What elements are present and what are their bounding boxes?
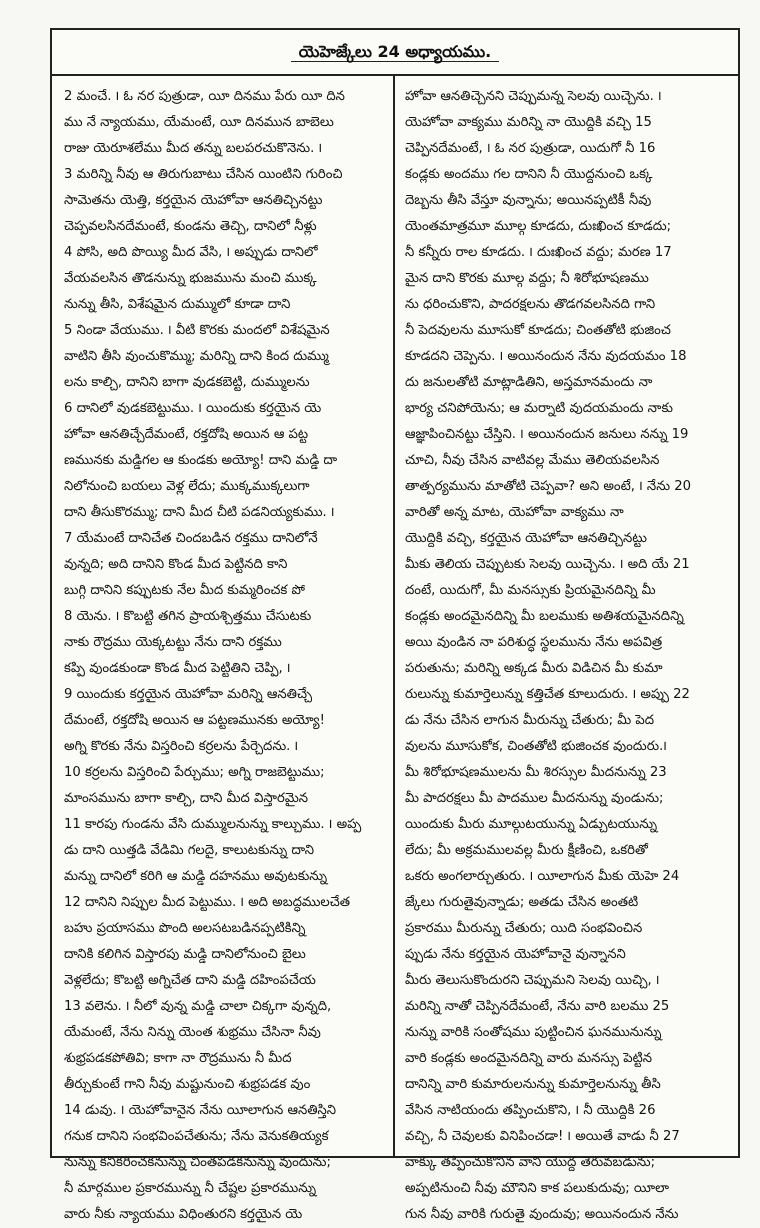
text-line: హోవా ఆనతిచ్చెనని చెప్పుమన్న సెలవు యిచ్చెను. ౹ (405, 89, 662, 104)
page-header (52, 30, 738, 76)
text-line: గనుక దానిని సంభవింపచేతును; నేను వెనుకతియ్యక (64, 1129, 329, 1144)
text-line: నీ పెదవులను మూసుకో కూడదు; చింతతోటి భుజించ (405, 323, 671, 338)
text-line: నీ కన్నీరు రాల కూడదు. ౹ దుఃఖించ వద్దు; మరణ 17 (405, 245, 672, 260)
text-line: యెంతమాత్రమూ మూల్గ కూడదు, దుఃఖించ కూడదు; (405, 219, 672, 234)
text-line: మీరు తెలుసుకొందురని చెప్పుమని సెలవు యిచ్చి, ౹ (405, 973, 660, 988)
text-line: యిందుకు మీరు మూల్గుటయున్ను ఏడ్చుటయున్ను (405, 817, 658, 832)
text-line: పరుతును; మరిన్ని అక్కడ మీరు విడిచిన మీ కుమా (405, 661, 663, 676)
text-line: వున్నది; అది దానిని కొండ మీద పెట్టినది కాని (64, 557, 288, 572)
text-line: ము నే న్యాయము, యేమంటే, యీ దినమున బాబెలు (64, 115, 334, 130)
text-line: ణమునకు మడ్డిగల ఆ కుండకు అయ్యో! దాని మడ్డి దా (64, 453, 338, 468)
text-line: నీ మార్గముల ప్రకారమున్ను నీ చేష్టల ప్రకారమున్ను (64, 1181, 317, 1196)
text-line: దానికి కలిగిన విస్తారపు మడ్డి దానిలోనుంచి బైలు (64, 947, 306, 962)
text-line: 11 కారపు గుండను వేసి దుమ్ములనున్ను కాల్చుము. ౹ అప్ప (64, 817, 362, 832)
text-line: యెహోవా వాక్యము మరిన్ని నా యొద్దికి వచ్చి 15 (405, 115, 652, 130)
text-line: ఆజ్ఞాపించినట్టు చేస్తిని. ౹ అయినందున జనులు నన్ను 19 (405, 427, 689, 442)
text-line: నున్ను తీసి, విశేషమైన దుమ్ములో కూడా దాని (64, 297, 291, 312)
text-line: మాంసమును బాగా కాల్చి, దాని మీద విస్తారమైన (64, 791, 309, 806)
text-line: 13 వలెను. ౹ నీలో వున్న మడ్డి చాలా చిక్కగా వున్నది, (64, 999, 332, 1014)
page (50, 28, 740, 1222)
text-line: చెప్పవలసినదేమంటే, కుండను తెచ్చి, దానిలో నీళ్లు (64, 219, 317, 234)
text-line: కండ్లకు అందమైనదిన్ని మీ బలముకు అతిశయమైనదిన్ని (405, 609, 684, 624)
text-line: ప్పుడు నేను కర్తయైన యెహోవానై వున్నానని (405, 947, 626, 962)
chapter-title: యెహెజ్కేలు 24 అధ్యాయము. (291, 42, 499, 62)
text-line: 8 యెను. ౹ కొబట్టి తగిన ప్రాయశ్చిత్తము చేసుటకు (64, 609, 312, 624)
text-line: 9 యిందుకు కర్తయైన యెహోవా మరిన్ని ఆనతిచ్చే (64, 687, 313, 702)
text-line: చెప్పినదేమంటే, ౹ ఓ నర పుత్రుడా, యిదుగో నీ 16 (405, 141, 656, 156)
text-line: బహు ప్రయాసము పొంది అలసటబడినప్పటికిన్ని (64, 921, 306, 936)
text-line: అప్పటినుంచి నీవు మౌనిని కాక పలుకుదువు; యీలా (405, 1181, 669, 1196)
right-column (395, 76, 738, 1222)
text-line: ప్రకారము మీరున్ను చేతురు; యిది సంభవించిన (405, 921, 643, 936)
text-line: 7 యేమంటే దానిచేత చిందబడిన రక్తము దానిలోనే (64, 531, 318, 546)
text-line: లను కాల్చి, దానిని బాగా వుడకబెట్టి, దుమ్ములను (64, 375, 310, 390)
text-line: అగ్ని కొరకు నేను విస్తరించి కర్రలను పేర్చెదను. ౹ (64, 739, 299, 754)
text-line: నిలోనుంచి బయలు వెళ్ల లేదు; ముక్కముక్కలుగా (64, 479, 310, 494)
text-line: కూడదని చెప్పెను. ౹ అయినందున నేను వుదయమం 18 (405, 349, 687, 364)
text-line: నాకు రౌద్రము యెక్కటట్టు నేను దాని రక్తము (64, 635, 282, 650)
text-line: వులను మూసుకోక, చింతతోటి భుజించక వుందురు.౹ (405, 739, 667, 754)
text-line: డు దాని యిత్తడి వేడిమి గలదై, కాలుటకున్ను దాని (64, 843, 314, 858)
text-line: 3 మరిన్ని నీవు ఆ తిరుగుబాటు చేసిన యింటిని గురించి (64, 167, 343, 182)
text-line: మైన దాని కొరకు మూల్గ వద్దు; నీ శిరోభూషణము (405, 271, 649, 286)
text-line: 2 మంచే. ౹ ఓ నర పుత్రుడా, యీ దినము పేరు యీ దిన (64, 89, 345, 104)
text-line: డు నేను చేసిన లాగున మీరున్ను చేతురు; మీ పెద (405, 713, 655, 728)
text-line: వచ్చి, నీ చెవులకు వినిపించడా! ౹ అయితే వాడు నీ 27 (405, 1129, 680, 1144)
text-line: దాని తీసుకొరమ్ము; దాని మీద చీటి పడనియ్యకుము. ౹ (64, 505, 335, 520)
text-line: వారు నీకు న్యాయము విధింతురని కర్తయైన యె (64, 1207, 303, 1222)
text-line: వాటిని తీసి వుంచుకొమ్ము; మరిన్ని దాని కింద దుమ్ము (64, 349, 329, 364)
text-line: ను ధరించుకొని, పాదరక్షలను తొడగవలసినది గాని (405, 297, 656, 312)
text-line: ఒకరు అంగలార్చుతురు. ౹ యీలాగున మీకు యెహె 24 (405, 869, 680, 884)
text-line: మీకు తెలియ చెప్పుటకు సెలవు యిచ్చెను. ౹ అది యే 21 (405, 557, 690, 572)
text-line: తీర్చుకుంటే గాని నీవు మష్టునుంచి శుభ్రపడక వుం (64, 1077, 311, 1092)
text-line: యేమంటే, నేను నిన్ను యెంత శుభ్రము చేసినా నీవు (64, 1025, 321, 1040)
text-line: కప్పి వుండకుండా కొండ మీద పెట్టితిని చెప్పి, ౹ (64, 661, 291, 676)
text-line: బుగ్గి దానిని కప్పుటకు నేల మీద కుమ్మరించక పో (64, 583, 305, 598)
text-line: జ్కేలు గురుతైవున్నాడు; అతడు చేసిన అంతటి (405, 895, 639, 910)
text-line: వేయవలసిన తొడనున్ను భుజమును మంచి ముక్క (64, 271, 317, 286)
text-line: మన్ను దానిలో కరిగి ఆ మడ్డి దహనము అవుటకున్ను (64, 869, 328, 884)
text-line: దంటే, యిదుగో, మీ మనస్సుకు ప్రియమైనదిన్ని మీ (405, 583, 656, 598)
text-line: హోవా ఆనతిచ్చేదేమంటే, రక్తదోషి అయిన ఆ పట్ట (64, 427, 309, 442)
text-line: అయి వుండిన నా పరిశుద్ధ స్థలమును నేను అపవిత్ర (405, 635, 663, 650)
text-line: మీ పాదరక్షలు మీ పాదముల మీదనున్ను వుండును; (405, 791, 664, 806)
text-line: మీ శిరోభూషణములను మీ శిరస్సుల మీదనున్ను 23 (405, 765, 667, 780)
text-line: మరిన్ని నాతో చెప్పినదేమంటే, నేను వారి బలము 25 (405, 999, 670, 1014)
text-line: తాత్పర్యమును మాతోటి చెప్పవా? అని అంటే, ౹ నేను 20 (405, 479, 691, 494)
left-column (52, 76, 395, 1222)
text-line: శుభ్రపడకపోతివి; కాగా నా రౌద్రమును నీ మీద (64, 1051, 292, 1066)
text-line: భార్య చనిపోయెను; ఆ మర్నాటి వుదయమందు నాకు (405, 401, 673, 416)
text-line: దెబ్బను తీసి వేస్తూ వున్నాను; అయినప్పటికీ నీవు (405, 193, 652, 208)
text-line: గున నీవు వారికి గురుతై వుందువు; అయినందున నేను (405, 1207, 679, 1222)
text-line: సామెతను యెత్తి, కర్తయైన యెహోవా ఆనతిచ్చినట్టు (64, 193, 323, 208)
text-line: వారితో అన్న మాట, యెహోవా వాక్యము నా (405, 505, 624, 520)
text-line: 14 డువు. ౹ యెహోవానైన నేను యీలాగున ఆనతిస్తిని (64, 1103, 337, 1118)
text-line: వాక్కు తప్పించుకొనిన వాని యొద్ద తెరువబడును; (405, 1155, 656, 1170)
text-line: వెళ్లలేదు; కొబట్టి అగ్నిచేత దాని మడ్డి దహింపచేయ (64, 973, 316, 988)
text-line: దేమంటే, రక్తదోషి అయిన ఆ పట్టణమునకు అయ్యో! (64, 713, 325, 728)
text-line: 4 పోసి, అది పొయ్యి మీద వేసి, ౹ అప్పుడు దానిలో (64, 245, 318, 260)
text-line: యొద్దికి వచ్చి, కర్తయైన యెహోవా ఆనతిచ్చినట్టు (405, 531, 647, 546)
text-line: దు జనులతోటి మాట్లాడితిని, అస్తమానమందు నా (405, 375, 653, 390)
text-columns (52, 76, 738, 1222)
text-line: వారి కండ్లకు అందమైనదిన్ని వారు మనస్సు పెట్టిన (405, 1051, 653, 1066)
text-line: నున్ను కనికరించకనున్ను చింతపడకనున్ను వుందును; (64, 1155, 331, 1170)
text-line: 10 కర్రలను విస్తరించి పేర్చుము; అగ్ని రాజబెట్టుము; (64, 765, 325, 780)
text-line: రాజు యెరూశలేము మీద తన్ను బలపరచుకొనెను. ౹ (64, 141, 323, 156)
text-line: రులున్ను కుమార్తెలున్ను కత్తిచేత కూలుదురు. ౹ అప్పు 22 (405, 687, 690, 702)
text-line: లేదు; మీ అక్రమములవల్ల మీరు క్షీణించి, ఒకరితో (405, 843, 648, 858)
text-line: నున్ను వారికి సంతోషము పుట్టించిన ఘనమునున్ను (405, 1025, 662, 1040)
text-line: 5 నిండా వేయుము. ౹ వీటి కొరకు మందలో విశేషమైన (64, 323, 330, 338)
text-line: 6 దానిలో వుడకబెట్టుము. ౹ యిందుకు కర్తయైన యె (64, 401, 322, 416)
text-line: 12 దానిని నిప్పుల మీద పెట్టుము. ౹ అది అబద్ధములచేత (64, 895, 351, 910)
text-line: దానిన్ని వారి కుమారులనున్ను కుమార్తెలనున్ను తీసి (405, 1077, 661, 1092)
text-line: కండ్లకు అందము గల దానిని నీ యొద్దనుంచి ఒక్క (405, 167, 653, 182)
text-line: వేసిన నాటియందు తప్పించుకొని, ౹ నీ యొద్దికి 26 (405, 1103, 656, 1118)
text-line: చూచి, నీవు చేసిన వాటివల్ల మేము తెలియవలసిన (405, 453, 660, 468)
